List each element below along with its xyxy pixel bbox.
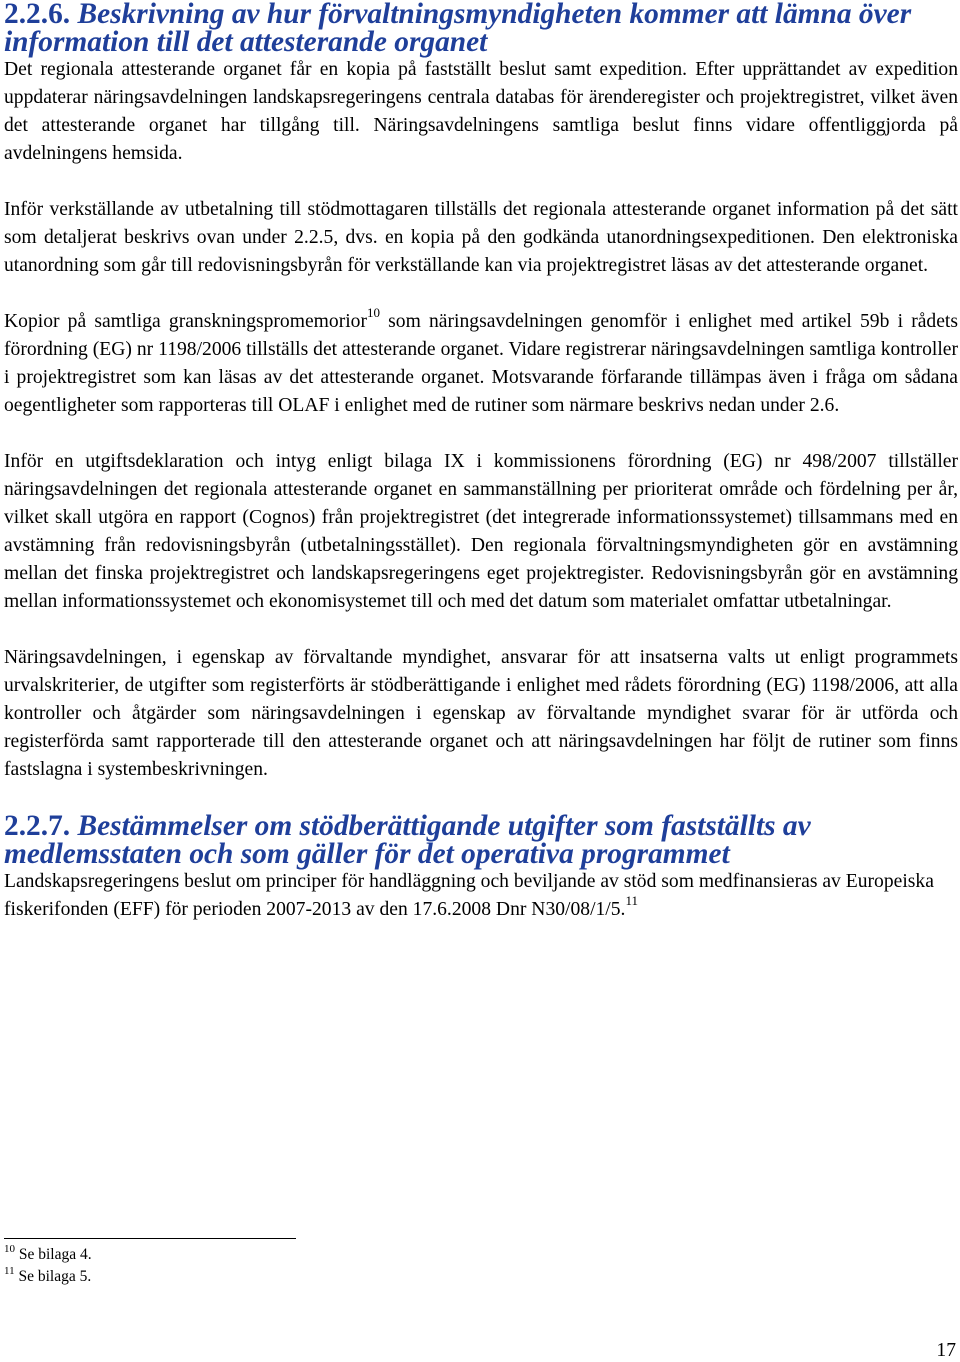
section-heading-2-2-7 — [4, 812, 958, 868]
paragraph-gap — [4, 616, 958, 644]
footnote — [4, 1266, 92, 1288]
paragraph: Inför en utgiftsdeklaration och intyg enligt bilaga IX i kommissionens förordning (EG) nr 498/2007 tillställer näringsavdelningen det regionala attesterande organet en sammanställning per prioriterat område och fördelning per år, vilket skall utgöra en rapport (Cognos) från projektregistret (det integrerade informationssystemet) tillsammans med en avstämning från redovisningsbyrån (utbetalningsstället). Den regionala förvaltningsmyndigheten gör en avstämning mellan det finska projektregistret och landskapsregeringens eget projektregister. Redovisningsbyrån gör en avstämning mellan informationssystemet och ekonomisystemet till och med det datum som materialet omfattar utbetalningar. — [4, 451, 958, 612]
paragraph — [4, 868, 958, 924]
paragraph: Näringsavdelningen, i egenskap av förvaltande myndighet, ansvarar för att insatserna valts ut enligt programmets urvalskriterier, de utgifter som registerförts är stödberättigande i enlighet med rådets förordning (EG) 1198/2006, att alla kontroller och åtgärder som näringsavdelningen i egenskap av förvaltande myndighet svarar för är utförda och registerförda samt rapporterade till den attesterande organet och att näringsavdelningen har följt de rutiner som finns fastslagna i systembeskrivningen. — [4, 647, 958, 780]
paragraph: Det regionala attesterande organet får en kopia på fastställt beslut samt expedition. Efter upprättandet av expedition uppdaterar näringsavdelningen landskapsregeringens centrala databas för ärenderegister och projektregistret, vilket även det attesterande organet har tillgång till. Näringsavdelningens samtliga beslut finns vidare offentliggjorda på avdelningens hemsida. — [4, 59, 958, 164]
footnote-mark: 10 — [4, 1242, 15, 1255]
paragraph-text: Landskapsregeringens beslut om principer för handläggning och beviljande av stöd som medfinansieras av Europeiska fiskerifonden (EFF) för perioden 2007-2013 av den 17.6.2008 Dnr N30/08/1/5. — [4, 871, 934, 920]
section-title: Beskrivning av hur förvaltningsmyndigheten kommer att lämna över information till det attesterande organet — [4, 0, 912, 58]
paragraph — [4, 305, 958, 420]
section-number: 2.2.7. — [4, 810, 71, 842]
paragraph-gap — [4, 280, 958, 308]
section-heading-2-2-6 — [4, 0, 958, 56]
footnote-text: Se bilaga 4. — [18, 1246, 92, 1263]
page-number: 17 — [936, 1340, 956, 1361]
paragraph-gap — [4, 784, 958, 812]
paragraph-gap — [4, 168, 958, 196]
paragraph-text: som näringsavdelningen genomför i enlighet med artikel 59b i rådets förordning (EG) nr 1198/2006 tillställs det attesterande organet. Vidare registrerar näringsavdelningen samtliga kontroller i projektregistret som kan läsas av det attesterande organet. Motsvarande förfarande tillämpas även i fråga om sådana oegentligheter som rapporteras till OLAF i enlighet med de rutiner som närmare beskrivs nedan under 2.6. — [4, 311, 958, 416]
document-page — [4, 0, 958, 924]
footnotes — [4, 1244, 92, 1288]
paragraph: Inför verkställande av utbetalning till stödmottagaren tillställs det regionala attesterande organet information på det sätt som detaljerat beskrivs ovan under 2.2.5, dvs. en kopia på den godkända utanordningsexpeditionen. Den elektroniska utanordning som går till redovisningsbyrån för verkställande kan via projektregistret läsas av det attesterande organet. — [4, 199, 958, 276]
paragraph-text: Kopior på samtliga granskningspromemorior — [4, 311, 367, 332]
paragraph-gap — [4, 420, 958, 448]
section-title: Bestämmelser om stödberättigande utgifter som fastställts av medlemsstaten och som gäller för det operativa programmet — [4, 810, 811, 870]
footnote-reference[interactable]: 10 — [367, 305, 380, 321]
footnote — [4, 1244, 92, 1266]
footnote-text: Se bilaga 5. — [18, 1268, 92, 1285]
section-number: 2.2.6. — [4, 0, 71, 30]
footnote-separator — [4, 1238, 296, 1239]
footnote-reference[interactable]: 11 — [625, 893, 638, 909]
footnote-mark: 11 — [4, 1264, 15, 1277]
